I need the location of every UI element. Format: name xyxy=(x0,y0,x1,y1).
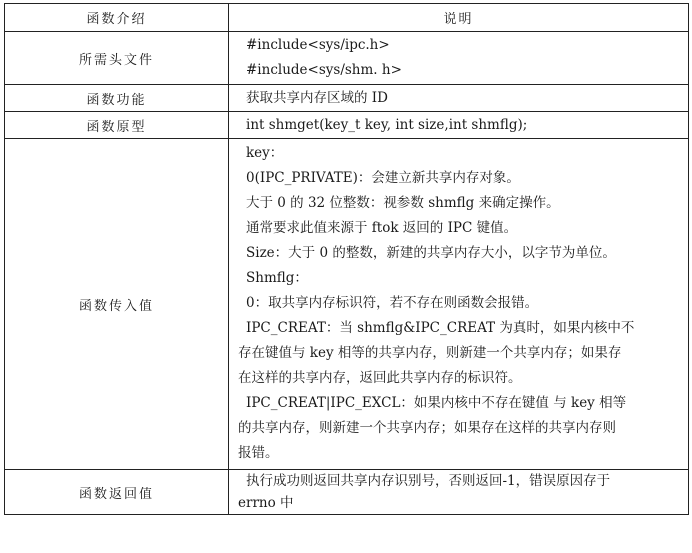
function-spec-table xyxy=(4,3,689,515)
param-line: Size：大于 0 的整数，新建的共享内存大小，以字节为单位。 xyxy=(246,245,616,261)
label-params: 函数传入值 xyxy=(5,139,229,470)
value-returns xyxy=(229,470,689,515)
param-line: 0(IPC_PRIVATE)：会建立新共享内存对象。 xyxy=(246,170,520,186)
header-row xyxy=(5,4,689,32)
include-shm: #include<sys/shm. h> xyxy=(246,62,402,78)
label-returns: 函数返回值 xyxy=(5,470,229,515)
param-line: 通常要求此值来源于 ftok 返回的 IPC 键值。 xyxy=(246,220,518,236)
param-line: key： xyxy=(246,145,284,161)
header-col-desc: 说明 xyxy=(229,4,689,32)
param-line: Shmflg： xyxy=(246,270,308,286)
include-ipc: #include<sys/ipc.h> xyxy=(246,37,390,53)
value-function xyxy=(229,85,689,112)
row-function xyxy=(5,85,689,112)
creat-line: IPC_CREAT：当 shmflg&IPC_CREAT 为真时，如果内核中不 xyxy=(246,320,635,336)
label-function: 函数功能 xyxy=(5,85,229,112)
row-returns xyxy=(5,470,689,515)
excl-line: 报错。 xyxy=(238,445,279,461)
param-line: 大于 0 的 32 位整数：视参数 shmflg 来确定操作。 xyxy=(246,195,560,211)
row-prototype xyxy=(5,112,689,139)
return-line: 执行成功则返回共享内存识别号，否则返回-1，错误原因存于 xyxy=(246,473,611,489)
value-headers xyxy=(229,32,689,85)
function-text: 获取共享内存区域的 ID xyxy=(246,89,388,106)
header-col-intro: 函数介绍 xyxy=(5,4,229,32)
row-params xyxy=(5,139,689,470)
excl-line: 的共享内存，则新建一个共享内存；如果存在这样的共享内存则 xyxy=(238,420,616,436)
creat-line: 在这样的共享内存，返回此共享内存的标识符。 xyxy=(238,370,522,386)
label-headers: 所需头文件 xyxy=(5,32,229,85)
return-line: errno 中 xyxy=(238,495,294,511)
prototype-text: int shmget(key_t key, int size,int shmflg); xyxy=(246,116,528,133)
label-prototype: 函数原型 xyxy=(5,112,229,139)
creat-line: 存在键值与 key 相等的共享内存，则新建一个共享内存；如果存 xyxy=(238,345,622,361)
value-params xyxy=(229,139,689,470)
row-headers xyxy=(5,32,689,85)
param-line: 0：取共享内存标识符，若不存在则函数会报错。 xyxy=(246,295,539,311)
value-prototype xyxy=(229,112,689,139)
excl-line: IPC_CREAT|IPC_EXCL：如果内核中不存在键值 与 key 相等 xyxy=(246,395,627,411)
